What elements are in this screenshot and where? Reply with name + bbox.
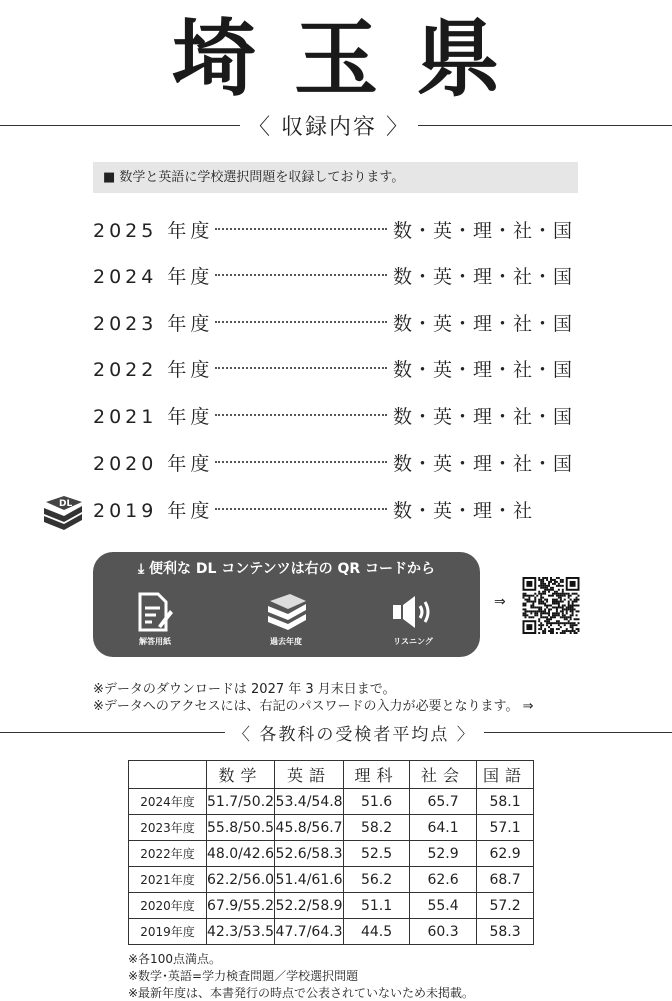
score-cell: 62.9 xyxy=(477,841,534,867)
score-cell: 65.7 xyxy=(410,789,477,815)
answer-sheet-icon xyxy=(136,592,174,632)
subjects: 数・英・理・社・国 xyxy=(393,219,574,242)
score-cell: 67.9/55.2 xyxy=(207,893,275,919)
footnote: ※各100点満点。 xyxy=(128,952,221,966)
score-cell: 57.1 xyxy=(477,815,534,841)
year-label: 2025 年度 xyxy=(93,219,214,242)
score-cell: 51.1 xyxy=(344,893,410,919)
contents-row xyxy=(93,262,583,288)
leader-dots xyxy=(215,274,387,276)
score-cell: 52.5 xyxy=(344,841,410,867)
score-cell: 58.2 xyxy=(344,815,410,841)
leader-dots xyxy=(215,461,387,463)
section-heading-averages: 〈 各教科の受検者平均点 〉 xyxy=(225,720,484,745)
score-cell: 64.1 xyxy=(410,815,477,841)
note-password: ※データへのアクセスには、右記のパスワードの入力が必要となります。 ⇒ xyxy=(93,699,534,714)
score-cell: 53.4/54.8 xyxy=(275,789,344,815)
score-cell: 47.7/64.3 xyxy=(275,919,344,945)
contents-row xyxy=(93,216,583,242)
contents-row xyxy=(93,309,583,335)
score-cell: 51.7/50.2 xyxy=(207,789,275,815)
download-icon: ⤓ xyxy=(137,561,145,577)
notice-banner: ■ 数学と英語に学校選択問題を収録しております。 xyxy=(93,162,578,193)
column-header: 数学 xyxy=(207,761,275,789)
leader-dots xyxy=(215,414,387,416)
year-label: 2019 年度 xyxy=(93,499,214,522)
contents-row xyxy=(93,402,583,428)
leader-dots xyxy=(215,228,387,230)
table-row xyxy=(129,919,534,945)
note-download-deadline: ※データのダウンロードは 2027 年 3 月末日まで。 xyxy=(93,682,396,697)
dl-item-past-years[interactable]: 過去年度 xyxy=(246,592,326,647)
footnote: ※数学･英語=学力検査問題／学校選択問題 xyxy=(128,969,359,983)
dl-book-icon xyxy=(42,494,84,536)
score-cell: 62.2/56.0 xyxy=(207,867,275,893)
score-cell: 52.6/58.3 xyxy=(275,841,344,867)
qr-code[interactable] xyxy=(522,577,580,638)
average-score-table xyxy=(128,760,534,945)
year-label: 2022 年度 xyxy=(93,358,214,381)
row-year: 2019年度 xyxy=(129,919,207,945)
score-cell: 48.0/42.6 xyxy=(207,841,275,867)
score-cell: 68.7 xyxy=(477,867,534,893)
year-label: 2024 年度 xyxy=(93,265,214,288)
subjects: 数・英・理・社・国 xyxy=(393,312,574,335)
row-year: 2020年度 xyxy=(129,893,207,919)
section-heading-contents: 〈 収録内容 〉 xyxy=(240,110,418,141)
row-year: 2021年度 xyxy=(129,867,207,893)
year-label: 2020 年度 xyxy=(93,452,214,475)
column-header: 英語 xyxy=(275,761,344,789)
score-cell: 55.8/50.5 xyxy=(207,815,275,841)
svg-text:DL: DL xyxy=(59,499,73,509)
score-cell: 56.2 xyxy=(344,867,410,893)
subjects: 数・英・理・社 xyxy=(393,499,534,522)
score-cell: 51.6 xyxy=(344,789,410,815)
subjects: 数・英・理・社・国 xyxy=(393,265,574,288)
subjects: 数・英・理・社・国 xyxy=(393,452,574,475)
subjects: 数・英・理・社・国 xyxy=(393,405,574,428)
leader-dots xyxy=(215,321,387,323)
table-row xyxy=(129,867,534,893)
score-cell: 52.9 xyxy=(410,841,477,867)
dl-item-listening[interactable]: リスニング xyxy=(373,592,453,647)
table-row xyxy=(129,841,534,867)
page-title: 埼玉県 xyxy=(171,10,538,108)
dl-contents-panel xyxy=(93,552,480,657)
score-cell: 58.1 xyxy=(477,789,534,815)
score-cell: 42.3/53.5 xyxy=(207,919,275,945)
column-header xyxy=(129,761,207,789)
row-year: 2024年度 xyxy=(129,789,207,815)
subjects: 数・英・理・社・国 xyxy=(393,358,574,381)
score-cell: 60.3 xyxy=(410,919,477,945)
arrow: ⇒ xyxy=(494,594,506,610)
column-header: 社会 xyxy=(410,761,477,789)
row-year: 2023年度 xyxy=(129,815,207,841)
leader-dots xyxy=(215,367,387,369)
score-cell: 44.5 xyxy=(344,919,410,945)
row-year: 2022年度 xyxy=(129,841,207,867)
score-cell: 62.6 xyxy=(410,867,477,893)
contents-row xyxy=(93,449,583,475)
speaker-icon xyxy=(391,592,435,632)
table-row xyxy=(129,893,534,919)
score-cell: 45.8/56.7 xyxy=(275,815,344,841)
table-row xyxy=(129,815,534,841)
year-label: 2021 年度 xyxy=(93,405,214,428)
year-label: 2023 年度 xyxy=(93,312,214,335)
contents-row xyxy=(93,496,583,522)
dl-item-answer-sheet[interactable]: 解答用紙 xyxy=(115,592,195,647)
score-cell: 58.3 xyxy=(477,919,534,945)
books-icon xyxy=(264,592,308,632)
footnote: ※最新年度は、本書発行の時点で公表されていないため未掲載。 xyxy=(128,986,475,1000)
score-cell: 52.2/58.9 xyxy=(275,893,344,919)
column-header: 理科 xyxy=(344,761,410,789)
table-row xyxy=(129,789,534,815)
leader-dots xyxy=(215,508,387,510)
score-cell: 57.2 xyxy=(477,893,534,919)
contents-row xyxy=(93,355,583,381)
column-header: 国語 xyxy=(477,761,534,789)
score-cell: 51.4/61.6 xyxy=(275,867,344,893)
dl-heading: 便利な DL コンテンツは右の QR コードから xyxy=(149,561,436,577)
score-cell: 55.4 xyxy=(410,893,477,919)
